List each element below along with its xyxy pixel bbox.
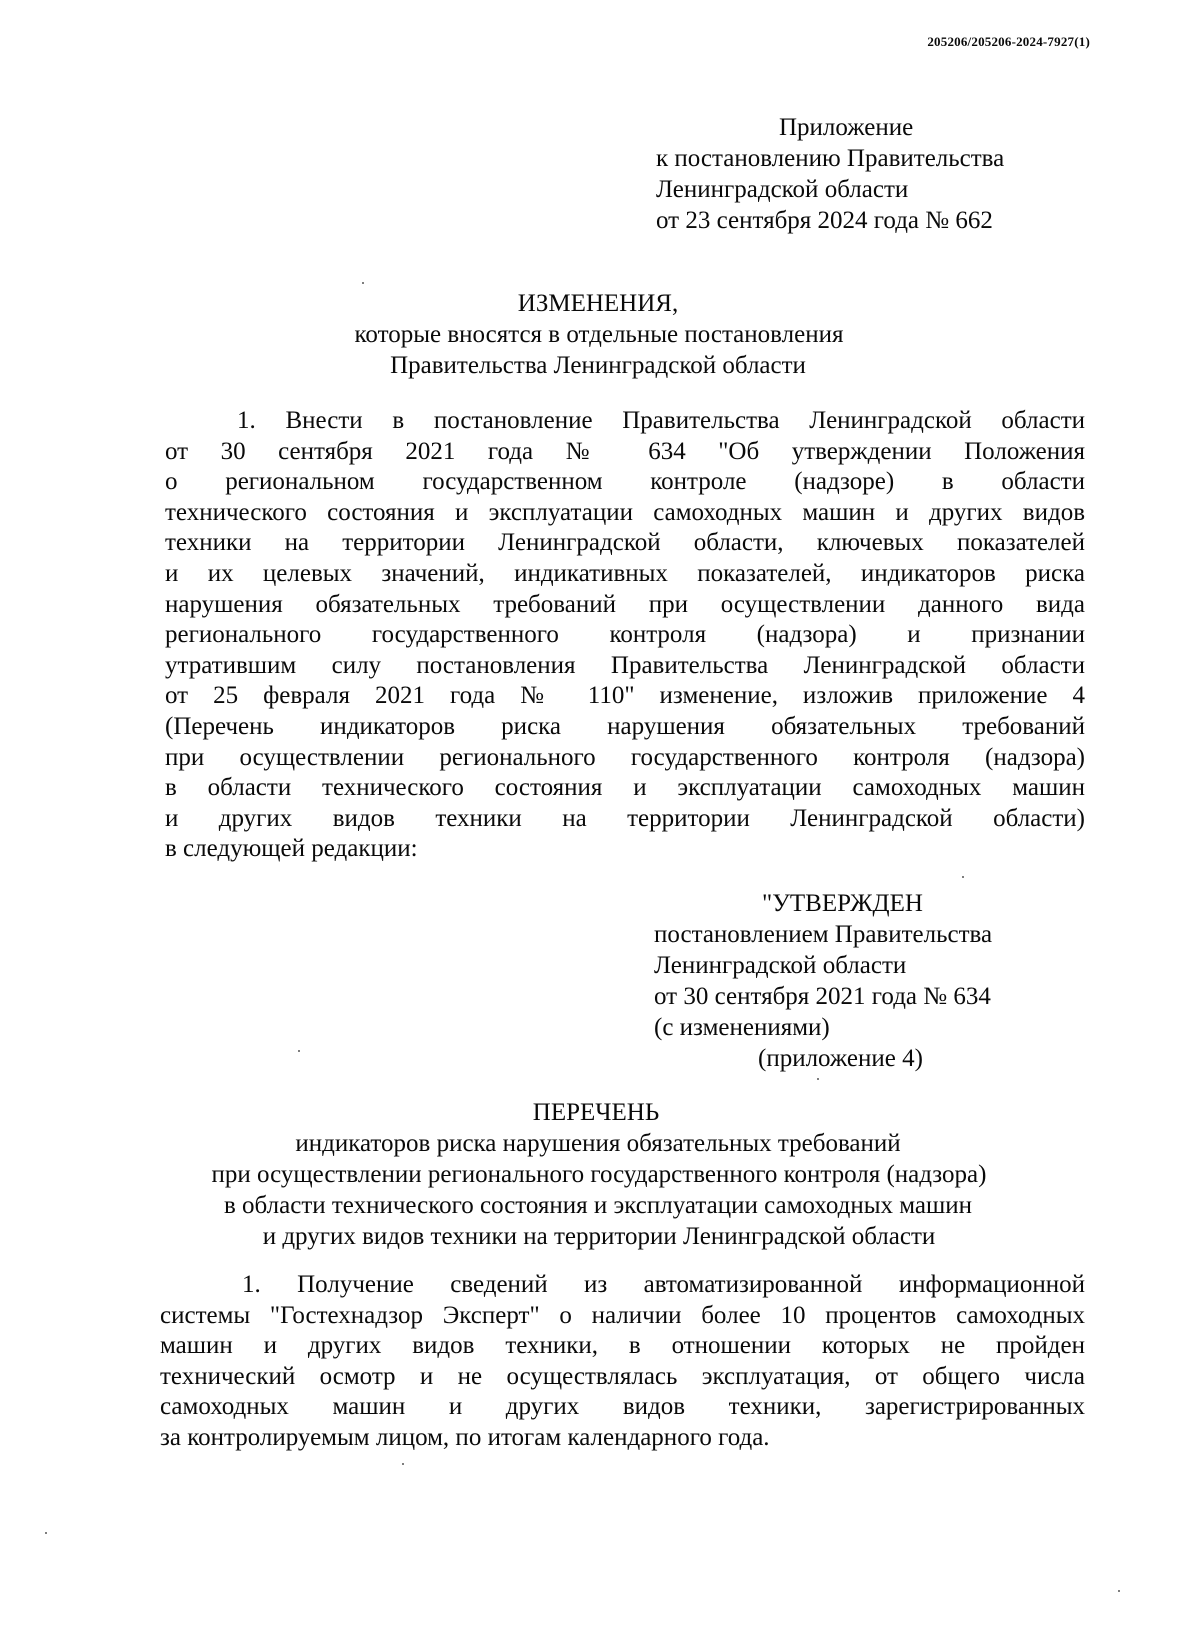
- paragraph-line: о региональном государственном контроле (надзоре) в области: [165, 468, 1085, 496]
- list-title-line: при осуществлении регионального государственного контроля (надзора): [211, 1161, 987, 1188]
- approved-line: (с изменениями): [654, 1014, 830, 1041]
- paragraph-line: технического состояния и эксплуатации самоходных машин и других видов: [165, 498, 1085, 526]
- paragraph-line: и их целевых значений, индикативных показателей, индикаторов риска: [165, 559, 1085, 587]
- item-line: системы "Гостехнадзор Эксперт" о наличии более 10 процентов самоходных: [160, 1301, 1085, 1329]
- paragraph-1: [165, 406, 1085, 865]
- appendix-line: от 23 сентября 2024 года № 662: [656, 207, 993, 234]
- item-line: машин и других видов техники, в отношении которых не пройден: [160, 1332, 1085, 1360]
- paragraph-line: регионального государственного контроля (надзора) и признании: [165, 621, 1085, 649]
- scan-speck: [402, 1463, 404, 1465]
- title-heading: ИЗМЕНЕНИЯ,: [517, 290, 679, 317]
- paragraph-line: утратившим силу постановления Правительства Ленинградской области: [165, 651, 1085, 679]
- title-line: которые вносятся в отдельные постановления: [354, 321, 844, 348]
- list-title-line: в области технического состояния и эксплуатации самоходных машин: [224, 1192, 972, 1219]
- scan-speck: [962, 876, 964, 878]
- paragraph-line: от 30 сентября 2021 года № 634 "Об утверждении Положения: [165, 437, 1085, 465]
- item-line: технический осмотр и не осуществлялась эксплуатация, от общего числа: [160, 1362, 1085, 1390]
- paragraph-line: и других видов техники на территории Ленинградской области): [165, 804, 1085, 832]
- title-line: Правительства Ленинградской области: [390, 352, 806, 379]
- list-title-line: и других видов техники на территории Ленинградской области: [262, 1223, 936, 1250]
- paragraph-line: в области технического состояния и эксплуатации самоходных машин: [165, 774, 1085, 802]
- list-heading: ПЕРЕЧЕНЬ: [532, 1099, 660, 1126]
- scan-speck: [362, 282, 364, 284]
- scan-speck: [298, 1050, 300, 1052]
- approved-line: Ленинградской области: [654, 952, 907, 979]
- list-title-line: индикаторов риска нарушения обязательных требований: [295, 1130, 901, 1157]
- appendix-line: Приложение: [779, 114, 914, 141]
- paragraph-line: при осуществлении регионального государственного контроля (надзора): [165, 743, 1085, 771]
- approved-block: [654, 888, 992, 1074]
- appendix-line: к постановлению Правительства: [656, 145, 1005, 172]
- item-line: за контролируемым лицом, по итогам календарного года.: [160, 1423, 770, 1451]
- appendix-line: Ленинградской области: [656, 176, 909, 203]
- paragraph-line: от 25 февраля 2021 года № 110" изменение, изложив приложение 4: [165, 682, 1085, 710]
- changes-title: [0, 288, 1200, 381]
- scan-speck: [45, 1532, 47, 1534]
- item-line: самоходных машин и других видов техники, зарегистрированных: [160, 1393, 1085, 1421]
- paragraph-line: 1. Внести в постановление Правительства Ленинградской области: [237, 407, 1085, 434]
- paragraph-line: нарушения обязательных требований при осуществлении данного вида: [165, 590, 1085, 618]
- list-item-1: [160, 1270, 1085, 1454]
- approved-heading: "УТВЕРЖДЕН: [762, 890, 923, 917]
- paragraph-line: в следующей редакции:: [165, 835, 418, 863]
- scan-speck: [1118, 1590, 1120, 1592]
- paragraph-line: (Перечень индикаторов риска нарушения обязательных требований: [165, 712, 1085, 740]
- item-line: 1. Получение сведений из автоматизированной информационной: [242, 1271, 1085, 1298]
- appendix-block: [656, 112, 1004, 236]
- list-title: [0, 1097, 1200, 1252]
- paragraph-line: техники на территории Ленинградской области, ключевых показателей: [165, 529, 1085, 557]
- approved-line: постановлением Правительства: [654, 921, 993, 948]
- scan-speck: [817, 1078, 819, 1080]
- annex-label: (приложение 4): [758, 1045, 923, 1072]
- document-number: 205206/205206-2024-7927(1): [927, 34, 1090, 49]
- approved-line: от 30 сентября 2021 года № 634: [654, 983, 991, 1010]
